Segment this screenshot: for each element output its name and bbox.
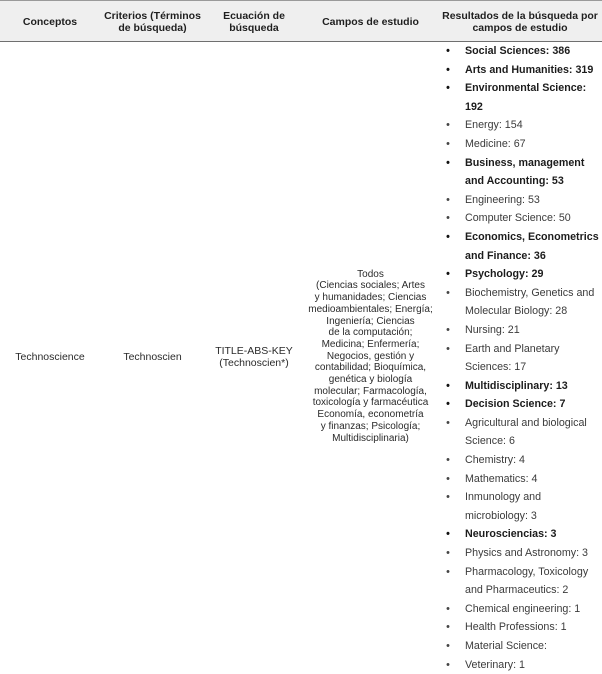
list-item-label: Social Sciences: 386: [465, 45, 571, 57]
bullet-icon: •: [446, 472, 450, 485]
bullet-icon: •: [446, 640, 450, 652]
bullet-icon: •: [446, 379, 450, 392]
list-item: [438, 600, 602, 619]
list-item: [438, 42, 602, 61]
list-item-label: Medicine: 67: [465, 137, 526, 150]
bullet-icon: •: [446, 491, 450, 504]
list-item: [438, 488, 602, 525]
list-item: [438, 618, 602, 637]
bullet-icon: •: [446, 193, 450, 206]
list-item-label: Decision Science: 7: [465, 398, 566, 411]
bullet-icon: •: [446, 398, 450, 411]
bullet-icon: •: [446, 454, 450, 467]
list-item: [438, 563, 602, 600]
header-resultados: Resultados de la búsqueda por campos de estudio: [442, 9, 598, 34]
list-item-label: Energy: 154: [465, 119, 523, 132]
bullet-icon: •: [446, 621, 450, 634]
header-criterios: Criterios (Términos de búsqueda): [104, 9, 201, 34]
bullet-icon: •: [446, 156, 450, 169]
list-item: [438, 265, 602, 284]
bullet-icon: •: [446, 658, 450, 671]
bullet-icon: •: [446, 323, 450, 336]
list-item: [438, 284, 602, 321]
list-item: [438, 228, 602, 265]
list-item: [438, 525, 602, 544]
bullet-icon: •: [446, 565, 450, 578]
list-item-label: Physics and Astronomy: 3: [465, 547, 588, 560]
list-item: [438, 470, 602, 489]
bullet-icon: •: [446, 268, 450, 281]
list-item-label: Earth and Planetary Sciences: 17: [465, 342, 560, 374]
header-campos: Campos de estudio: [322, 15, 419, 28]
table-row: [0, 42, 602, 671]
list-item: [438, 191, 602, 210]
list-item-label: Pharmacology, Toxicology and Pharmaceutics: 2: [465, 565, 589, 597]
header-ecuacion: Ecuación de búsqueda: [223, 9, 285, 34]
list-item: [438, 154, 602, 191]
bullet-icon: •: [446, 212, 450, 225]
list-item-label: Engineering: 53: [465, 193, 540, 206]
list-item-label: Health Professions: 1: [465, 621, 567, 634]
bullet-icon: •: [446, 82, 450, 95]
list-item: [438, 79, 602, 116]
criterio-cell: Technoscien: [123, 350, 182, 363]
bullet-icon: •: [446, 45, 450, 57]
list-item: [438, 544, 602, 563]
concepto-cell: Technoscience: [15, 350, 85, 363]
list-item-label: Biochemistry, Genetics and Molecular Biology: 28: [465, 286, 595, 318]
bullet-icon: •: [446, 416, 450, 429]
bullet-icon: •: [446, 528, 450, 541]
bullet-icon: •: [446, 63, 450, 76]
bullet-icon: •: [446, 342, 450, 355]
list-item: [438, 451, 602, 470]
bullet-icon: •: [446, 286, 450, 299]
bullet-icon: •: [446, 119, 450, 132]
list-item-label: Arts and Humanities: 319: [465, 63, 594, 76]
list-item: [438, 61, 602, 80]
list-item-label: Multidisciplinary: 13: [465, 379, 568, 392]
list-item-label: Psychology: 29: [465, 268, 544, 281]
bullet-icon: •: [446, 602, 450, 615]
list-item: [438, 209, 602, 228]
list-item: [438, 340, 602, 377]
table-header: [0, 0, 602, 42]
list-item-label: Business, management and Accounting: 53: [465, 156, 585, 188]
ecuacion-cell: TITLE-ABS-KEY (Technoscien*): [215, 344, 293, 369]
list-item-label: Agricultural and biological Science: 6: [465, 416, 587, 448]
list-item: [438, 135, 602, 154]
bullet-icon: •: [446, 230, 450, 243]
list-item-label: Chemistry: 4: [465, 454, 525, 467]
list-item-label: Neurosciencias: 3: [465, 528, 557, 541]
list-item-label: Economics, Econometrics and Finance: 36: [465, 230, 599, 262]
list-item: [438, 321, 602, 340]
list-item-label: Computer Science: 50: [465, 212, 571, 225]
list-item: [438, 656, 602, 674]
bullet-icon: •: [446, 547, 450, 560]
list-item: [438, 377, 602, 396]
list-item-label: Inmunology and microbiology: 3: [465, 491, 542, 522]
header-conceptos: Conceptos: [22, 15, 78, 28]
list-item: [438, 116, 602, 135]
list-item-label: Material Science:: [465, 640, 547, 652]
bullet-icon: •: [446, 137, 450, 150]
results-list: [438, 42, 602, 674]
list-item: [438, 637, 602, 656]
list-item-label: Nursing: 21: [465, 323, 520, 336]
list-item-label: Veterinary: 1: [465, 658, 526, 671]
list-item-label: Mathematics: 4: [465, 472, 538, 485]
list-item: [438, 414, 602, 451]
list-item: [438, 395, 602, 414]
list-item-label: Environmental Science: 192: [465, 82, 587, 113]
campos-cell: Todos (Ciencias sociales; Artes y humanidades; Ciencias medioambientales; Energía; Ingeniería; Ciencias de la computación; Medicina; Enfermería; Negocios, gestión y contabilidad; Bioquímica, genética y biología molecular; Farmacología, toxicología y farmacéutica Economía, econometría y finanzas; Psicología; Multidisciplinaria): [308, 268, 433, 444]
list-item-label: Chemical engineering: 1: [465, 602, 581, 615]
